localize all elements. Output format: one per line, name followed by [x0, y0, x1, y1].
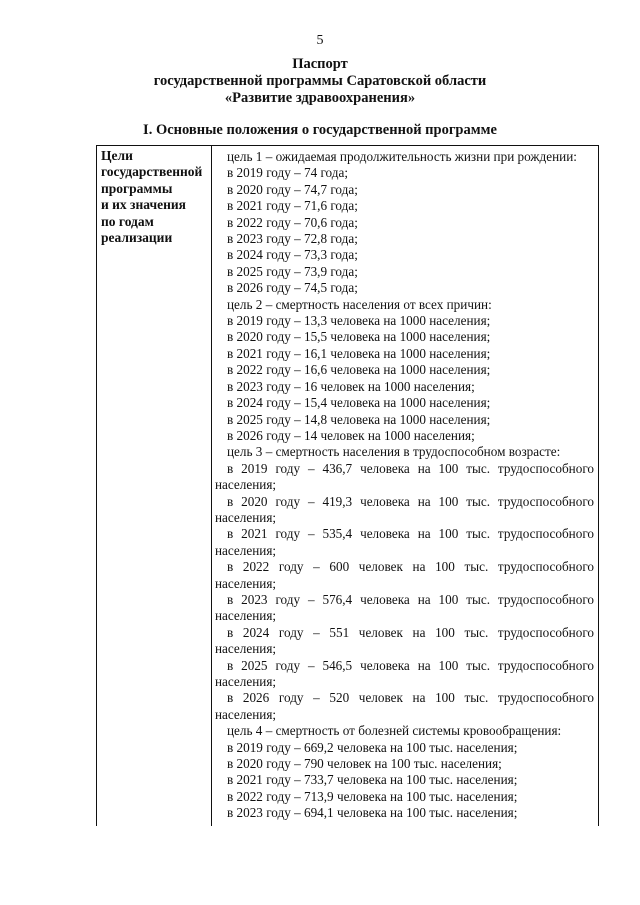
goal-2-value: в 2024 году – 15,4 человека на 1000 населения; [227, 395, 491, 411]
goal-1-heading: цель 1 – ожидаемая продолжительность жизни при рождении: [227, 149, 577, 164]
goal-1-value: в 2023 году – 72,8 года; [227, 231, 358, 247]
goal-1-value: в 2021 году – 71,6 года; [227, 198, 358, 214]
page-number: 5 [316, 33, 324, 48]
goal-1-value: в 2022 году – 70,6 года; [227, 214, 358, 230]
goal-4-heading: цель 4 – смертность от болезней системы кровообращения: [227, 723, 562, 739]
goal-3-value: в 2023 году – 576,4 человека на 100 тыс. трудоспособного населения; [215, 591, 594, 624]
label-line: государственной [101, 164, 203, 180]
goal-4-value: в 2020 году – 790 человек на 100 тыс. населения; [227, 756, 502, 772]
section-heading: I. Основные положения о государственной программе [143, 122, 497, 138]
label-line: Цели [101, 148, 133, 163]
goal-3-value: в 2020 году – 419,3 человека на 100 тыс. трудоспособного населения; [215, 493, 594, 525]
goal-2-value: в 2020 году – 15,5 человека на 1000 населения; [227, 329, 491, 345]
goal-4-value: в 2021 году – 733,7 человека на 100 тыс. населения; [227, 772, 518, 788]
label-line: и их значения [101, 197, 186, 213]
goal-1-value: в 2024 году – 73,3 года; [227, 247, 358, 263]
goal-3-heading: цель 3 – смертность населения в трудоспособном возрасте: [227, 444, 561, 460]
title-line-2: государственной программы Саратовской области [153, 73, 487, 89]
goal-4-value: в 2022 году – 713,9 человека на 100 тыс. населения; [227, 788, 518, 804]
goal-3-value: в 2026 году – 520 человек на 100 тыс. трудоспособного населения; [215, 690, 594, 722]
goal-3-value: в 2022 году – 600 человек на 100 тыс. трудоспособного населения; [215, 559, 594, 591]
label-line: программы [101, 180, 173, 196]
table-label-cell [97, 146, 212, 826]
goal-2-value: в 2022 году – 16,6 человека на 1000 населения; [227, 362, 491, 378]
goal-3-value: в 2025 году – 546,5 человека на 100 тыс. трудоспособного населения; [215, 657, 594, 689]
goal-1-value: в 2019 году – 74 года; [227, 165, 348, 181]
goal-1-value: в 2025 году – 73,9 года; [227, 263, 358, 279]
goal-3-value: в 2021 году – 535,4 человека на 100 тыс. трудоспособного населения; [215, 526, 594, 558]
goal-4-value: в 2023 году – 694,1 человека на 100 тыс. населения; [227, 805, 518, 821]
goal-2-value: в 2021 году – 16,1 человека на 1000 населения; [227, 345, 491, 361]
document-title [0, 56, 640, 107]
label-line: по годам [101, 213, 154, 229]
goal-3-value: в 2019 году – 436,7 человека на 100 тыс. трудоспособного населения; [215, 460, 594, 493]
goal-2-value: в 2019 году – 13,3 человека на 1000 населения; [227, 313, 491, 329]
goal-3-value: в 2024 году – 551 человек на 100 тыс. трудоспособного населения; [215, 624, 594, 657]
goal-2-heading: цель 2 – смертность населения от всех причин: [227, 296, 492, 312]
table-content-cell [212, 146, 598, 826]
goal-2-value: в 2023 году – 16 человек на 1000 населения; [227, 378, 475, 394]
goal-2-value: в 2025 году – 14,8 человека на 1000 населения; [227, 411, 491, 427]
goal-2-value: в 2026 году – 14 человек на 1000 населения; [227, 427, 475, 443]
passport-table [96, 145, 599, 826]
label-line: реализации [101, 230, 173, 246]
goal-1-value: в 2020 году – 74,7 года; [227, 181, 358, 197]
goal-1-value: в 2026 году – 74,5 года; [227, 280, 358, 296]
goal-4-value: в 2019 году – 669,2 человека на 100 тыс. населения; [227, 739, 518, 755]
title-line-1: Паспорт [292, 56, 348, 72]
title-line-3: «Развитие здравоохранения» [224, 90, 416, 106]
